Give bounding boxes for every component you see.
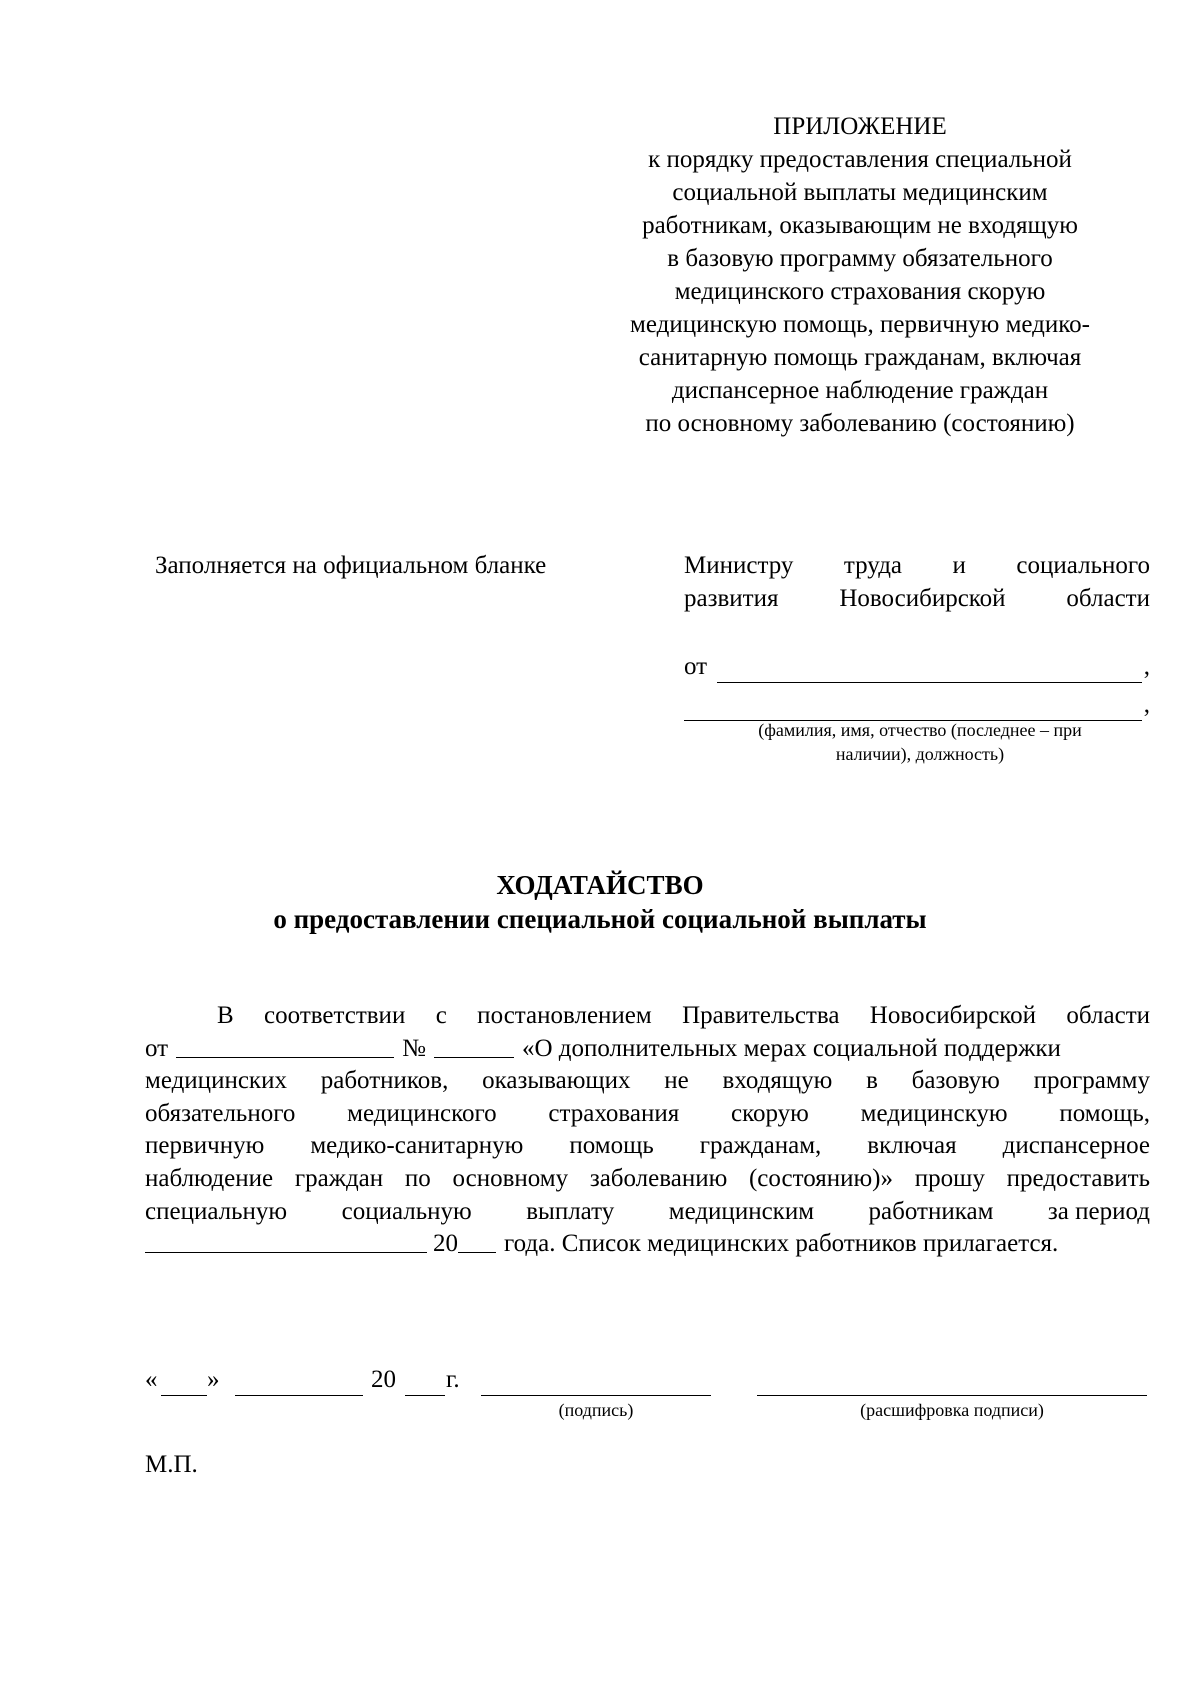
- year-suffix: г.: [446, 1366, 460, 1393]
- body-word: специальную: [145, 1197, 288, 1225]
- form-note: Заполняется на официальном бланке: [155, 552, 547, 579]
- comma: ,: [1143, 653, 1150, 680]
- resolution-date-field[interactable]: [176, 1033, 394, 1058]
- annex-header: [600, 110, 1120, 440]
- stamp-label: М.П.: [145, 1451, 198, 1478]
- addressee-word: и: [952, 552, 966, 579]
- body-text: В соответствии с постановлением Правительства Новосибирской области: [217, 1002, 1150, 1029]
- date-month-field[interactable]: [235, 1371, 363, 1396]
- body-word: медицинским: [668, 1197, 815, 1225]
- addressee-word: Министру: [684, 552, 794, 579]
- title-main: ХОДАТАЙСТВО: [496, 870, 704, 900]
- signature-decode-caption: (расшифровка подписи): [860, 1400, 1044, 1420]
- body-word: социальную: [341, 1197, 472, 1225]
- addressee-block: [684, 549, 1150, 615]
- body-text: года. Список медицинских работников прилагается.: [504, 1230, 1059, 1258]
- body-text: от: [145, 1034, 169, 1062]
- signature-row: [145, 1360, 1150, 1396]
- date-year-field[interactable]: [405, 1371, 445, 1396]
- from-row: [684, 650, 1150, 683]
- body-text: №: [402, 1034, 426, 1062]
- date-day-field[interactable]: [161, 1371, 207, 1396]
- signature-field[interactable]: [481, 1371, 711, 1396]
- addressee-word: социального: [1016, 552, 1150, 579]
- sender-caption-line: наличии), должность): [835, 744, 1005, 764]
- body-line: [145, 1000, 1150, 1033]
- sender-name-field[interactable]: [717, 658, 1142, 683]
- quote-close: »: [207, 1366, 220, 1393]
- sender-caption-line: (фамилия, имя, отчество (последнее – при: [758, 720, 1082, 740]
- body-text: медицинских работников, оказывающих не входящую в базовую программу: [145, 1067, 1150, 1095]
- document-title: [0, 868, 1200, 936]
- body-text: 20: [433, 1230, 458, 1258]
- body-text: «О дополнительных мерах социальной поддержки: [521, 1034, 1061, 1062]
- from-label: от: [684, 653, 708, 680]
- addressee-line-2: [684, 582, 1150, 615]
- body-line: [145, 1098, 1150, 1131]
- annex-title: ПРИЛОЖЕНИЕ: [773, 113, 947, 140]
- addressee-word: области: [1066, 585, 1150, 612]
- annex-line: медицинскую помощь, первичную медико-: [630, 311, 1090, 338]
- period-field[interactable]: [145, 1228, 427, 1253]
- addressee-word: Новосибирской: [839, 585, 1006, 612]
- body-line: [145, 1065, 1150, 1098]
- body-word: за период: [1047, 1197, 1150, 1225]
- body-text: первичную медико-санитарную помощь гражданам, включая диспансерное: [145, 1132, 1150, 1160]
- title-sub: о предоставлении специальной социальной выплаты: [273, 904, 927, 934]
- body-text: обязательного медицинского страхования скорую медицинскую помощь,: [145, 1099, 1150, 1127]
- annex-line: социальной выплаты медицинским: [672, 179, 1048, 206]
- body-line: [145, 1228, 1150, 1261]
- comma: ,: [1143, 691, 1150, 718]
- addressee-word: развития: [684, 585, 779, 612]
- period-year-field[interactable]: [458, 1228, 496, 1253]
- body-line: [145, 1196, 1150, 1229]
- annex-line: к порядку предоставления специальной: [648, 146, 1072, 173]
- annex-line: работникам, оказывающим не входящую: [642, 212, 1078, 239]
- annex-line: медицинского страхования скорую: [674, 278, 1046, 305]
- annex-line: в базовую программу обязательного: [667, 245, 1053, 272]
- body-text: наблюдение граждан по основному заболеванию (состоянию)» прошу предоставить: [145, 1164, 1150, 1192]
- body-line: [145, 1033, 1150, 1066]
- addressee-line-1: [684, 549, 1150, 582]
- annex-line: санитарную помощь гражданам, включая: [638, 344, 1082, 371]
- signature-caption: (подпись): [558, 1400, 634, 1420]
- year-prefix: 20: [371, 1366, 396, 1393]
- name-row: [684, 688, 1150, 721]
- annex-line: по основному заболеванию (состоянию): [645, 410, 1075, 437]
- resolution-number-field[interactable]: [434, 1033, 514, 1058]
- addressee-word: труда: [843, 552, 903, 579]
- signature-decode-field[interactable]: [757, 1371, 1147, 1396]
- body-line: [145, 1163, 1150, 1196]
- sender-caption: [700, 718, 1140, 766]
- petition-body: [145, 1000, 1150, 1261]
- body-word: работникам: [868, 1197, 994, 1225]
- body-word: выплату: [526, 1197, 615, 1225]
- quote-open: «: [145, 1366, 158, 1393]
- body-line: [145, 1130, 1150, 1163]
- annex-line: диспансерное наблюдение граждан: [671, 377, 1049, 404]
